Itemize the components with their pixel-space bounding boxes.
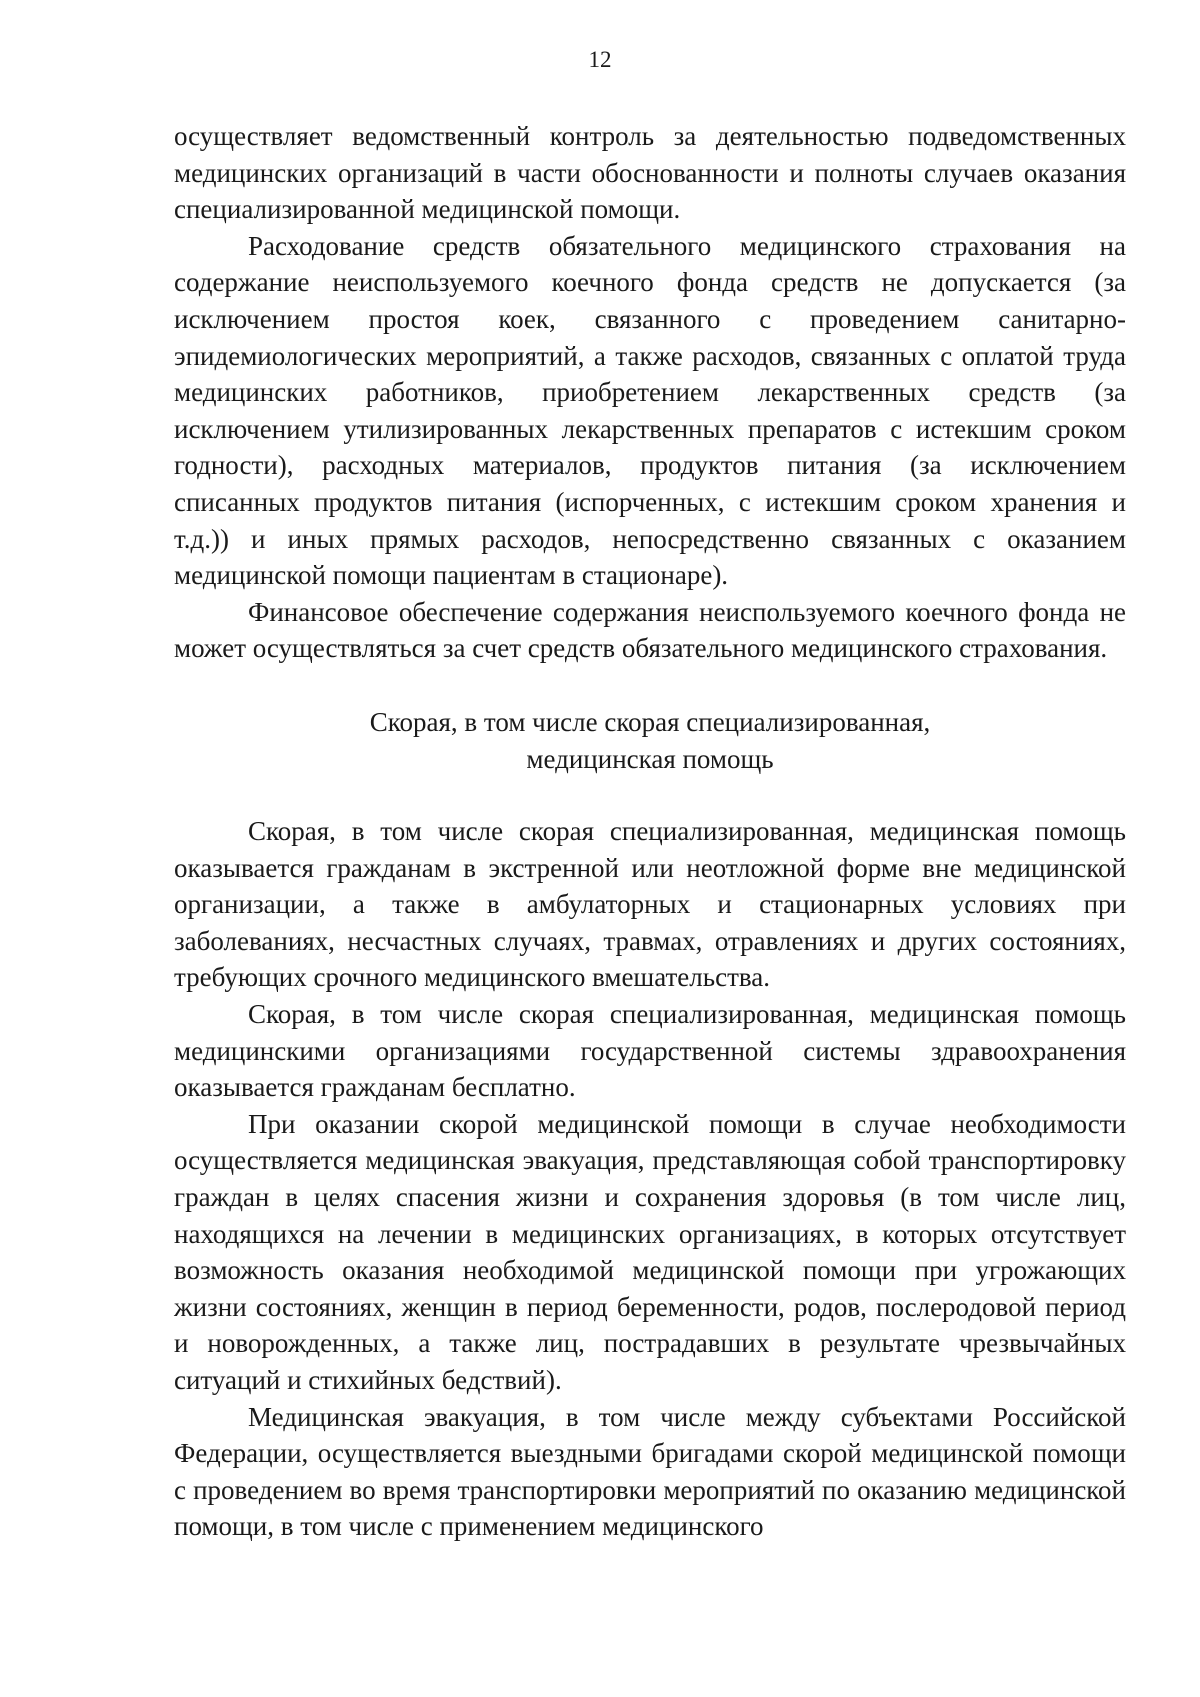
paragraph-continuation: осуществляет ведомственный контроль за деятельностью подведомственных медицинских организаций в части обоснованности и полноты случаев оказания специализированной медицинской помощи.	[174, 121, 1126, 225]
paragraph: Скорая, в том числе скорая специализированная, медицинская помощь оказывается гражданам в экстренной или неотложной форме вне медицинской организации, а также в амбулаторных и стационарных условиях при заболеваниях, несчастных случаях, травмах, отравлениях и других состояниях, требующих срочного медицинского вмешательства.	[174, 816, 1126, 993]
document-body	[174, 118, 1126, 1545]
paragraph-continues: Медицинская эвакуация, в том числе между субъектами Российской Федерации, осуществляется выездными бригадами скорой медицинской помощи с проведением во время транспортировки мероприятий по оказанию медицинской помощи, в том числе с применением медицинского	[174, 1401, 1126, 1542]
page-number: 12	[588, 47, 612, 72]
section-heading-line: медицинская помощь	[526, 743, 774, 774]
paragraph: Скорая, в том числе скорая специализированная, медицинская помощь медицинскими организациями государственной системы здравоохранения оказывается гражданам бесплатно.	[174, 999, 1126, 1103]
paragraph: Финансовое обеспечение содержания неиспользуемого коечного фонда не может осуществляться за счет средств обязательного медицинского страхования.	[174, 596, 1126, 664]
section-heading-line: Скорая, в том числе скорая специализированная,	[369, 706, 931, 737]
paragraph: Расходование средств обязательного медицинского страхования на содержание неиспользуемого коечного фонда средств не допускается (за исключением простоя коек, связанного с проведением санитарно-эпидемиологических мероприятий, а также расходов, связанных с оплатой труда медицинских работников, приобретением лекарственных средств (за исключением утилизированных лекарственных препаратов с истекшим сроком годности), расходных материалов, продуктов питания (за исключением списанных продуктов питания (испорченных, с истекшим сроком хранения и т.д.)) и иных прямых расходов, непосредственно связанных с оказанием медицинской помощи пациентам в стационаре).	[174, 230, 1126, 591]
section-heading	[174, 704, 1126, 777]
paragraph: При оказании скорой медицинской помощи в случае необходимости осуществляется медицинская эвакуация, представляющая собой транспортировку граждан в целях спасения жизни и сохранения здоровья (в том числе лиц, находящихся на лечении в медицинских организациях, в которых отсутствует возможность оказания необходимой медицинской помощи при угрожающих жизни состояниях, женщин в период беременности, родов, послеродовой период и новорожденных, а также лиц, пострадавших в результате чрезвычайных ситуаций и стихийных бедствий).	[174, 1108, 1126, 1395]
